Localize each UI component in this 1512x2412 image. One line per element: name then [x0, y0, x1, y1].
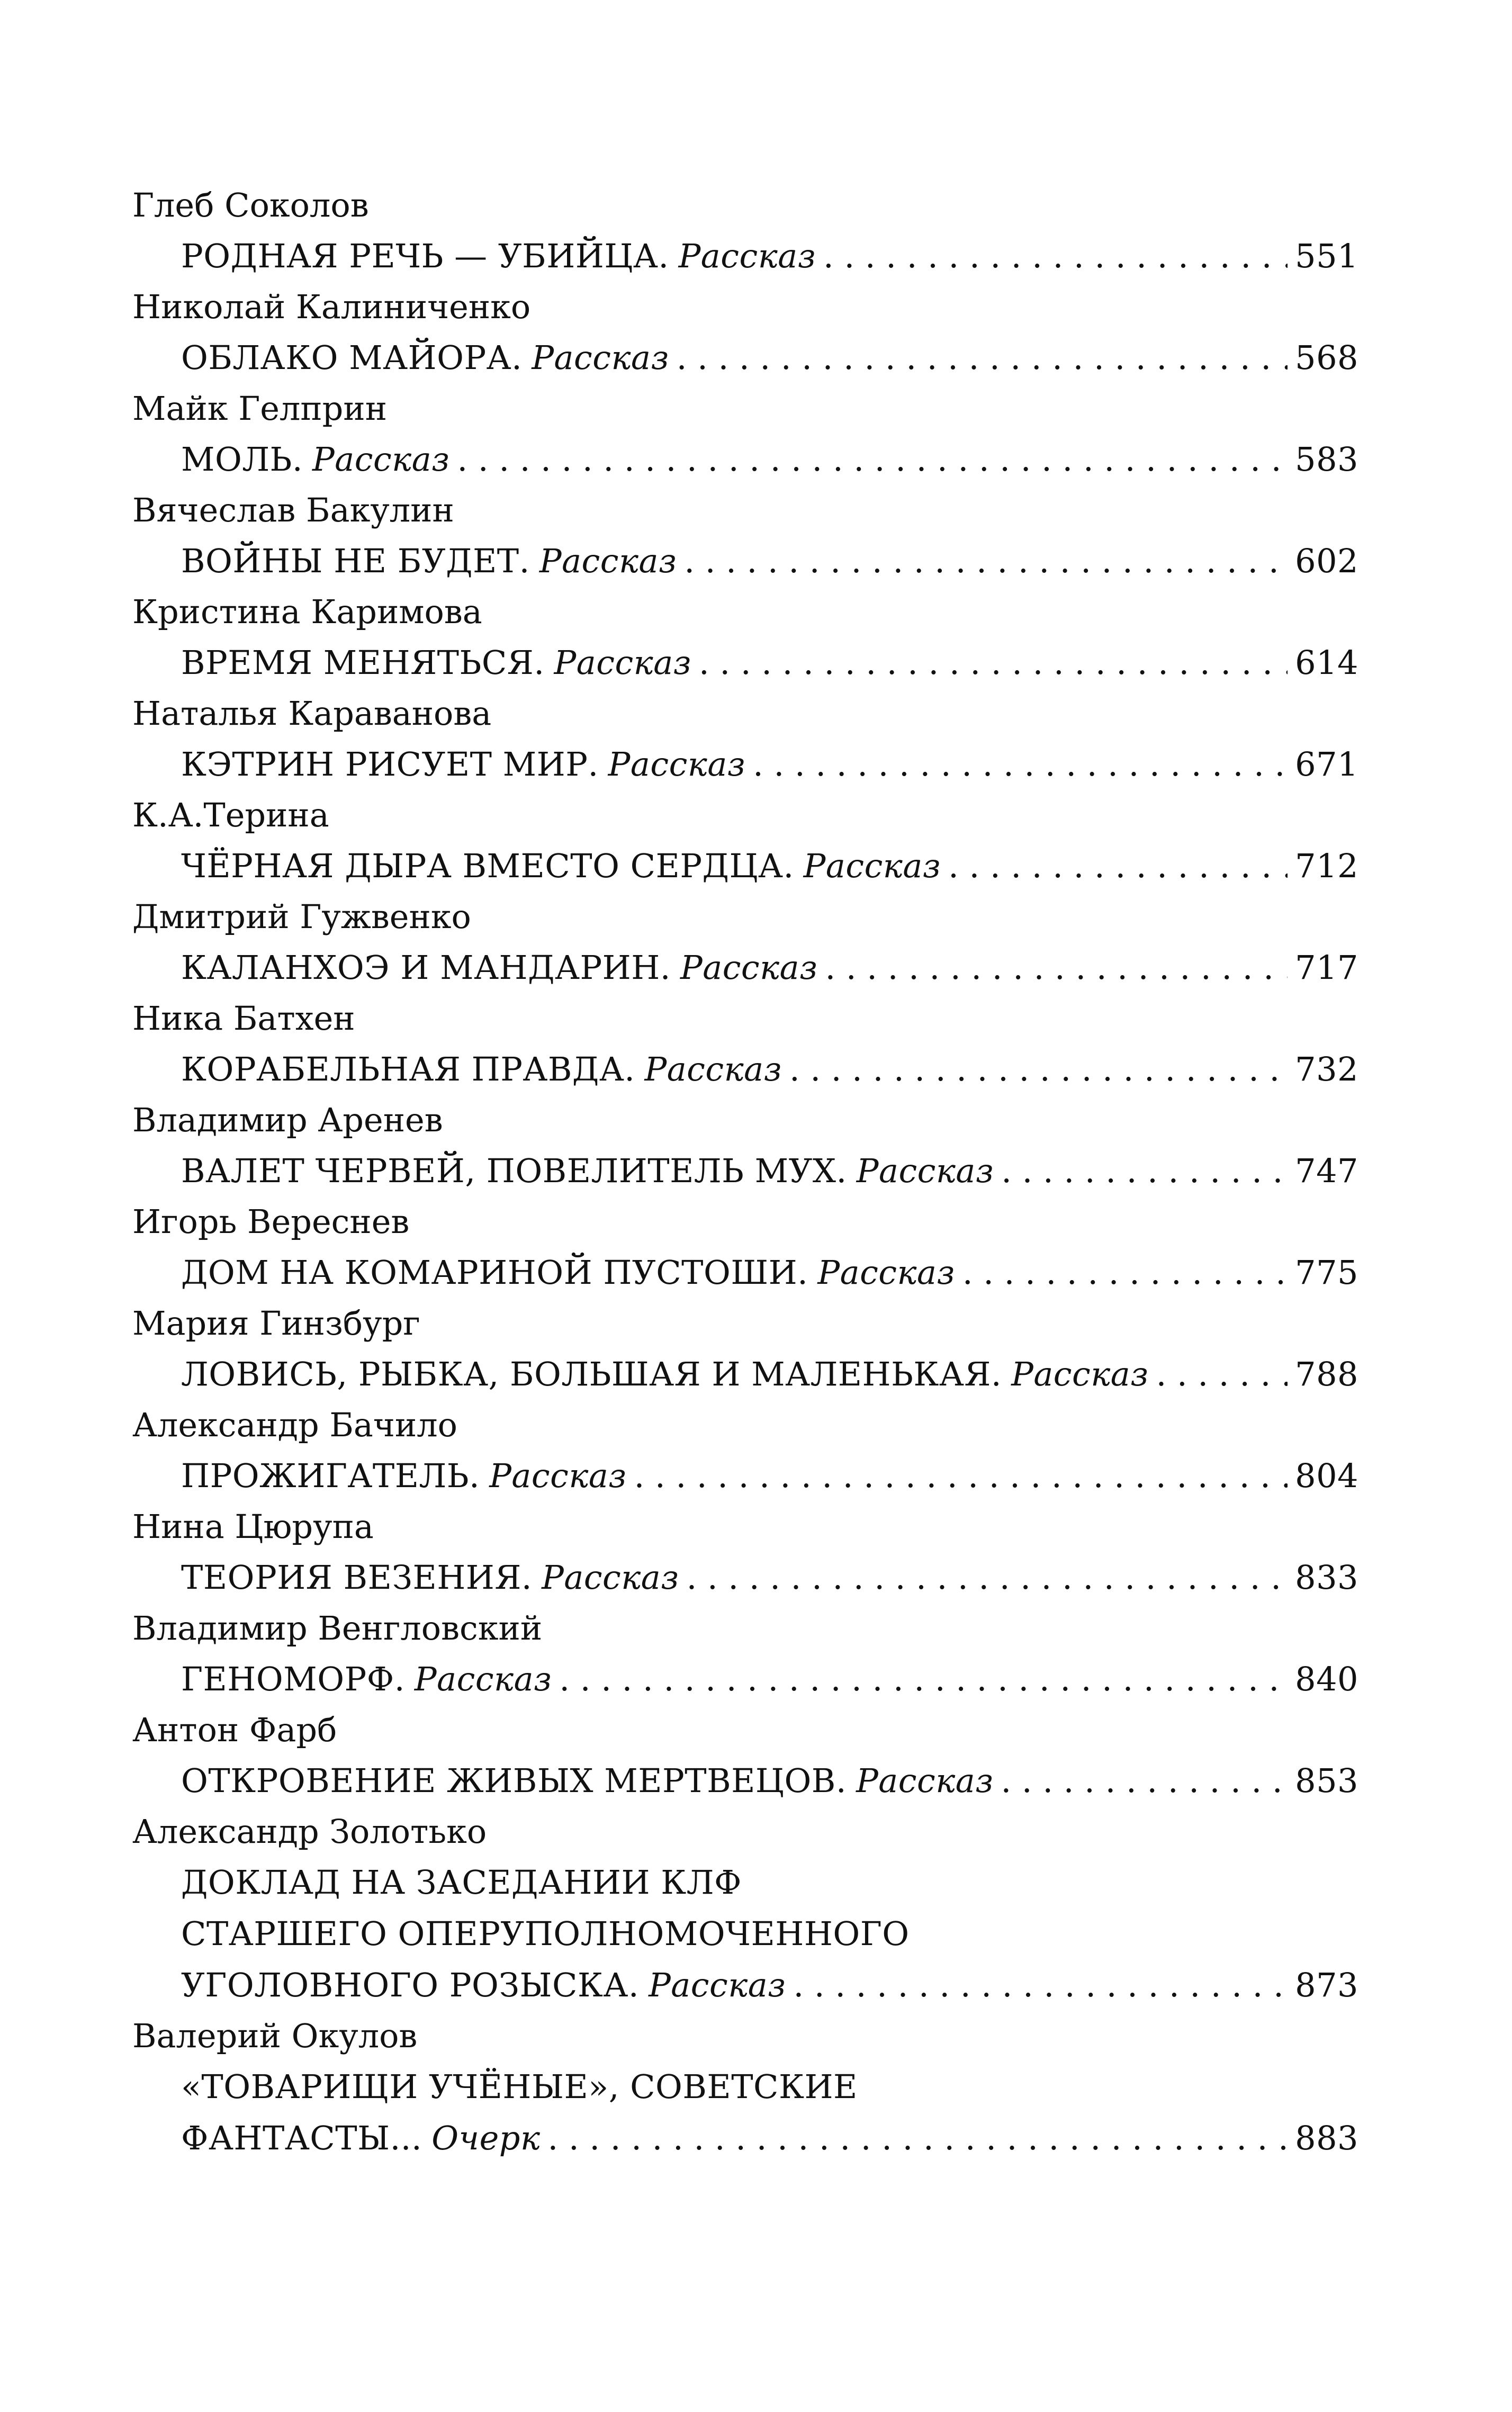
entry-genre: Рассказ	[1011, 1355, 1149, 1393]
entry-genre: Рассказ	[680, 948, 818, 987]
entry-page-number: 602	[1295, 542, 1358, 580]
entry-title-final-line	[181, 637, 1358, 688]
entry-author: Дмитрий Гужвенко	[132, 897, 471, 936]
entry-page-number: 833	[1295, 1558, 1358, 1597]
entry-author: Ника Батхен	[132, 999, 355, 1038]
entry-title-final-line	[181, 535, 1358, 587]
entry-author: Игорь Вереснев	[132, 1202, 410, 1241]
toc-entry	[132, 485, 1358, 587]
entry-page-number: 873	[1295, 1966, 1358, 2004]
entry-page-number: 853	[1295, 1761, 1358, 1800]
toc-entry	[132, 1603, 1358, 1705]
entry-author: Владимир Аренев	[132, 1101, 443, 1139]
entry-author: Кристина Каримова	[132, 592, 482, 631]
entry-title-block	[132, 230, 1358, 282]
entry-author: Александр Бачило	[132, 1406, 457, 1444]
entry-page-number: 747	[1295, 1151, 1358, 1190]
entry-page-number: 671	[1295, 745, 1358, 784]
toc-entry	[132, 688, 1358, 790]
entry-title-block	[132, 332, 1358, 383]
entry-title-block	[132, 1857, 1358, 2011]
entry-title-final-line	[181, 2112, 1358, 2164]
dot-leader	[962, 1247, 1288, 1298]
table-of-contents	[132, 180, 1358, 2164]
dot-leader	[1156, 1348, 1288, 1400]
dot-leader	[794, 1959, 1288, 2011]
entry-title: ВАЛЕТ ЧЕРВЕЙ, ПОВЕЛИТЕЛЬ МУХ.	[181, 1151, 847, 1190]
entry-author: Николай Калиниченко	[132, 287, 531, 326]
entry-title-final-line	[181, 1959, 1358, 2011]
entry-title-block	[132, 1247, 1358, 1298]
entry-genre: Рассказ	[678, 237, 816, 275]
entry-page-number: 717	[1295, 948, 1358, 987]
entry-title-final-line	[181, 1348, 1358, 1400]
toc-entry	[132, 383, 1358, 485]
entry-genre: Рассказ	[312, 440, 450, 479]
entry-genre: Рассказ	[856, 1761, 994, 1800]
entry-title-line: «ТОВАРИЩИ УЧЁНЫЕ», СОВЕТСКИЕ	[181, 2067, 858, 2106]
entry-page-number: 788	[1295, 1355, 1358, 1393]
entry-title: КЭТРИН РИСУЕТ МИР.	[181, 745, 599, 784]
entry-genre: Рассказ	[803, 847, 941, 885]
entry-title: ОТКРОВЕНИЕ ЖИВЫХ МЕРТВЕЦОВ.	[181, 1761, 847, 1800]
entry-title-block	[132, 1043, 1358, 1095]
toc-entry	[132, 1501, 1358, 1603]
entry-title-final-line	[181, 1450, 1358, 1501]
dot-leader	[677, 332, 1288, 383]
entry-genre: Рассказ	[489, 1456, 627, 1495]
entry-title-final-line	[181, 1145, 1358, 1196]
dot-leader	[823, 230, 1288, 282]
entry-title-block	[132, 1348, 1358, 1400]
entry-page-number: 712	[1295, 847, 1358, 885]
entry-genre: Очерк	[431, 2119, 541, 2157]
entry-title: КОРАБЕЛЬНАЯ ПРАВДА.	[181, 1050, 635, 1088]
toc-entry	[132, 282, 1358, 383]
entry-title-final-line	[181, 434, 1358, 485]
dot-leader	[1001, 1145, 1288, 1196]
entry-title: ФАНТАСТЫ...	[181, 2119, 422, 2157]
entry-page-number: 568	[1295, 338, 1358, 377]
toc-entry	[132, 892, 1358, 993]
dot-leader	[684, 535, 1288, 587]
dot-leader	[1001, 1755, 1288, 1806]
entry-title-block	[132, 1145, 1358, 1196]
entry-title-block	[132, 1552, 1358, 1603]
entry-title-line: СТАРШЕГО ОПЕРУПОЛНОМОЧЕННОГО	[181, 1914, 910, 1953]
dot-leader	[948, 840, 1288, 892]
toc-entry	[132, 1400, 1358, 1501]
entry-title-block	[132, 434, 1358, 485]
dot-leader	[559, 1653, 1288, 1705]
entry-author: Глеб Соколов	[132, 186, 369, 224]
entry-genre: Рассказ	[644, 1050, 782, 1088]
entry-title: ЧЁРНАЯ ДЫРА ВМЕСТО СЕРДЦА.	[181, 847, 794, 885]
dot-leader	[457, 434, 1288, 485]
toc-entry	[132, 1806, 1358, 2011]
entry-title: ГЕНОМОРФ.	[181, 1660, 405, 1698]
entry-author: Антон Фарб	[132, 1711, 337, 1749]
entry-genre: Рассказ	[649, 1966, 786, 2004]
entry-author: Майк Гелприн	[132, 389, 388, 428]
entry-page-number: 551	[1295, 237, 1358, 275]
entry-genre: Рассказ	[539, 542, 677, 580]
toc-entry	[132, 790, 1358, 892]
toc-entry	[132, 1196, 1358, 1298]
entry-title-final-line	[181, 739, 1358, 790]
entry-title: КАЛАНХОЭ И МАНДАРИН.	[181, 948, 671, 987]
entry-title-final-line	[181, 230, 1358, 282]
entry-title: ВОЙНЫ НЕ БУДЕТ.	[181, 542, 530, 580]
dot-leader	[634, 1450, 1288, 1501]
entry-genre: Рассказ	[817, 1253, 955, 1292]
entry-title-final-line	[181, 1755, 1358, 1806]
entry-title: ДОМ НА КОМАРИНОЙ ПУСТОШИ.	[181, 1253, 808, 1292]
entry-title-final-line	[181, 1552, 1358, 1603]
entry-title: ВРЕМЯ МЕНЯТЬСЯ.	[181, 643, 545, 682]
entry-title: УГОЛОВНОГО РОЗЫСКА.	[181, 1966, 640, 2004]
entry-title-block	[132, 942, 1358, 993]
entry-genre: Рассказ	[856, 1151, 994, 1190]
entry-page-number: 804	[1295, 1456, 1358, 1495]
toc-entry	[132, 180, 1358, 282]
entry-page-number: 732	[1295, 1050, 1358, 1088]
entry-page-number: 840	[1295, 1660, 1358, 1698]
entry-page-number: 614	[1295, 643, 1358, 682]
entry-genre: Рассказ	[554, 643, 691, 682]
entry-page-number: 583	[1295, 440, 1358, 479]
entry-author: Валерий Окулов	[132, 2017, 418, 2055]
entry-page-number: 883	[1295, 2119, 1358, 2157]
dot-leader	[687, 1552, 1288, 1603]
dot-leader	[825, 942, 1288, 993]
toc-entry	[132, 993, 1358, 1095]
toc-entry	[132, 2011, 1358, 2164]
entry-author: Наталья Караванова	[132, 694, 492, 733]
toc-entry	[132, 1705, 1358, 1806]
entry-title-block	[132, 1755, 1358, 1806]
entry-author: Александр Золотько	[132, 1812, 487, 1851]
entry-title: РОДНАЯ РЕЧЬ — УБИЙЦА.	[181, 237, 669, 275]
entry-genre: Рассказ	[542, 1558, 679, 1597]
toc-entry	[132, 1298, 1358, 1400]
entry-title-block	[132, 535, 1358, 587]
entry-title-final-line	[181, 1653, 1358, 1705]
entry-title: ЛОВИСЬ, РЫБКА, БОЛЬШАЯ И МАЛЕНЬКАЯ.	[181, 1355, 1002, 1393]
entry-genre: Рассказ	[532, 338, 669, 377]
entry-author: Нина Цюрупа	[132, 1507, 374, 1546]
entry-title-final-line	[181, 840, 1358, 892]
dot-leader	[789, 1043, 1288, 1095]
entry-page-number: 775	[1295, 1253, 1358, 1292]
entry-title-block	[132, 637, 1358, 688]
entry-title-block	[132, 1450, 1358, 1501]
toc-entry	[132, 587, 1358, 688]
entry-author: Вячеслав Бакулин	[132, 491, 454, 529]
entry-title-final-line	[181, 1247, 1358, 1298]
entry-genre: Рассказ	[414, 1660, 552, 1698]
entry-title-block	[132, 1653, 1358, 1705]
entry-title: ОБЛАКО МАЙОРА.	[181, 338, 523, 377]
entry-title-final-line	[181, 332, 1358, 383]
dot-leader	[699, 637, 1288, 688]
entry-title-line: ДОКЛАД НА ЗАСЕДАНИИ КЛФ	[181, 1863, 742, 1902]
entry-author: К.А.Терина	[132, 796, 329, 834]
entry-title-block	[132, 739, 1358, 790]
entry-title: ПРОЖИГАТЕЛЬ.	[181, 1456, 480, 1495]
entry-title-block	[132, 840, 1358, 892]
entry-title-final-line	[181, 942, 1358, 993]
dot-leader	[548, 2112, 1288, 2164]
entry-title-block	[132, 2061, 1358, 2164]
entry-genre: Рассказ	[608, 745, 746, 784]
entry-author: Владимир Венгловский	[132, 1609, 543, 1648]
dot-leader	[753, 739, 1288, 790]
entry-author: Мария Гинзбург	[132, 1304, 420, 1343]
entry-title: ТЕОРИЯ ВЕЗЕНИЯ.	[181, 1558, 533, 1597]
toc-entry	[132, 1095, 1358, 1196]
entry-title: МОЛЬ.	[181, 440, 303, 479]
entry-title-final-line	[181, 1043, 1358, 1095]
